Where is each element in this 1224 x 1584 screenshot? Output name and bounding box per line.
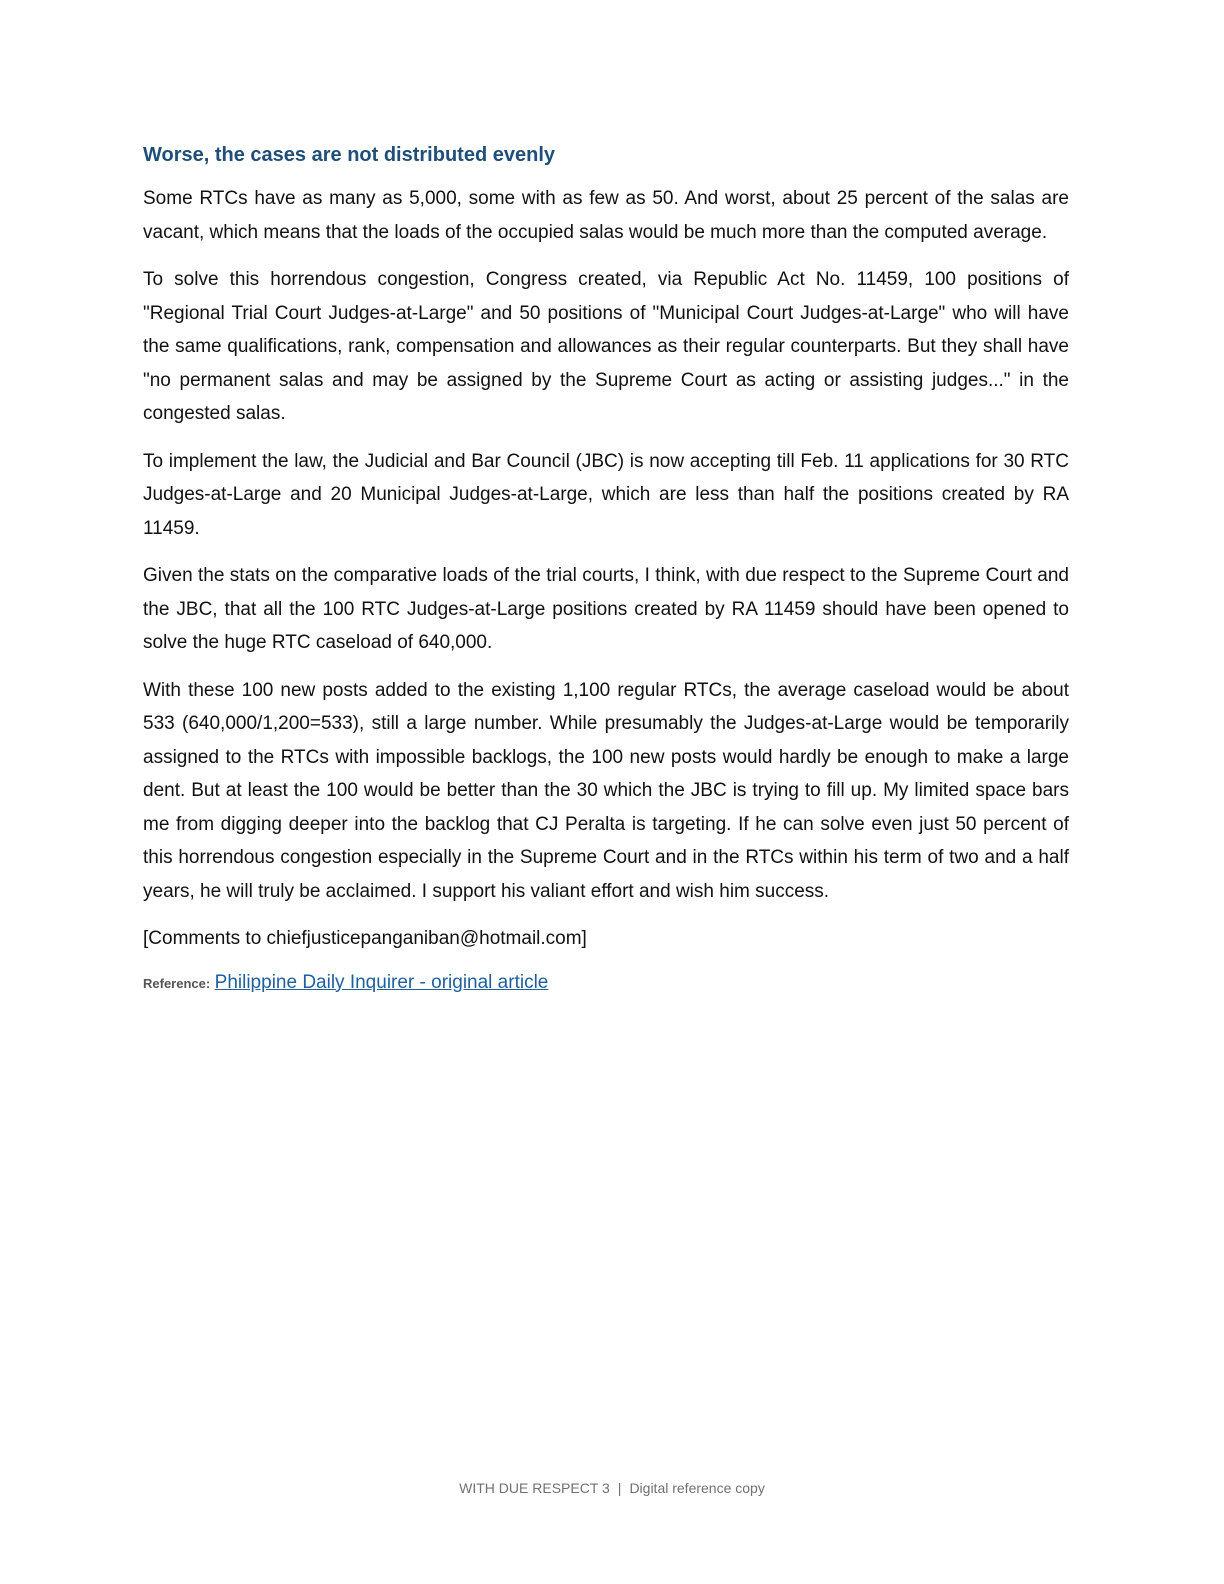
reference-label: Reference: (143, 975, 211, 991)
page-footer (0, 1478, 1224, 1498)
body-paragraph-1: Some RTCs have as many as 5,000, some with as few as 50. And worst, about 25 percent of the salas are vacant, which means that the loads of the occupied salas would be much more than the computed average. (143, 188, 1069, 243)
comments-line: [Comments to chiefjusticepanganiban@hotmail.com] (143, 928, 587, 949)
reference-line (143, 968, 1069, 999)
body-paragraph-5: With these 100 new posts added to the existing 1,100 regular RTCs, the average caseload would be about 533 (640,000/1,200=533), still a large number. While presumably the Judges-at-Large would be temporarily assigned to the RTCs with impossible backlogs, the 100 new posts would hardly be enough to make a large dent. But at least the 100 would be better than the 30 which the JBC is trying to fill up. My limited space bars me from digging deeper into the backlog that CJ Peralta is targeting. If he can solve even just 50 percent of this horrendous congestion especially in the Supreme Court and in the RTCs within his term of two and a half years, he will truly be acclaimed. I support his valiant effort and wish him success. (143, 679, 1069, 902)
body-paragraph-3: To implement the law, the Judicial and Bar Council (JBC) is now accepting till Feb. 11 applications for 30 RTC Judges-at-Large and 20 Municipal Judges-at-Large, which are less than half the positions created by RA 11459. (143, 450, 1069, 539)
page-content (143, 142, 1069, 999)
body-paragraph-4: Given the stats on the comparative loads of the trial courts, I think, with due respect to the Supreme Court and the JBC, that all the 100 RTC Judges-at-Large positions created by RA 11459 should have been opened to solve the huge RTC caseload of 640,000. (143, 565, 1069, 653)
reference-link[interactable]: Philippine Daily Inquirer - original article (214, 971, 549, 993)
body-paragraph-2: To solve this horrendous congestion, Congress created, via Republic Act No. 11459, 100 positions of "Regional Trial Court Judges-at-Large" and 50 positions of "Municipal Court Judges-at-Large" who will have the same qualifications, rank, compensation and allowances as their regular counterparts. But they shall have "no permanent salas and may be assigned by the Supreme Court as acting or assisting judges..." in the congested salas. (143, 269, 1069, 424)
footer-note: Digital reference copy (629, 1480, 765, 1496)
footer-title: WITH DUE RESPECT 3 (459, 1480, 610, 1496)
footer-separator: | (617, 1480, 622, 1496)
section-heading: Worse, the cases are not distributed evenly (143, 144, 555, 166)
